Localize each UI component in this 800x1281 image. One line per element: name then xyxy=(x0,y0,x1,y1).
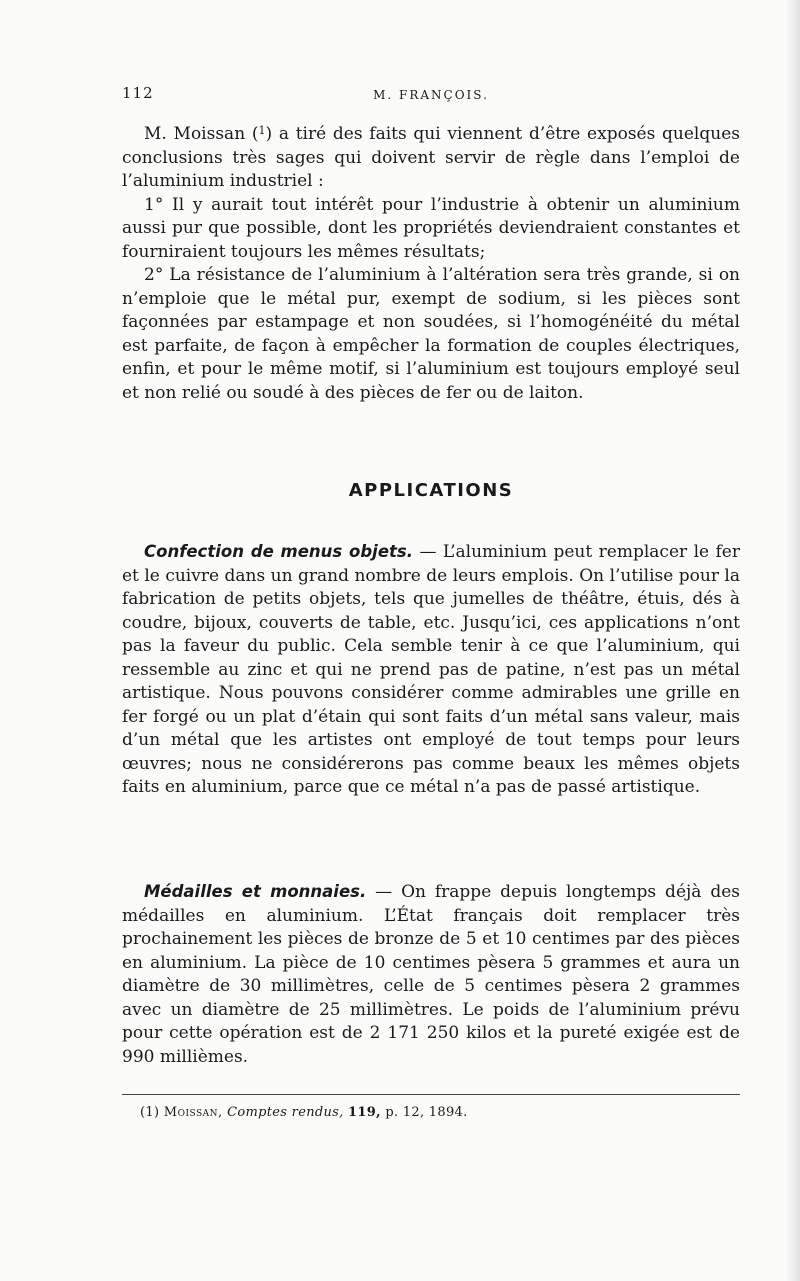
page-number: 112 xyxy=(122,84,154,102)
footnote-volume: 119, xyxy=(348,1105,381,1120)
intro-text-start: M. Moissan ( xyxy=(144,124,259,144)
intro-paragraph xyxy=(122,119,740,194)
running-title: M. FRANÇOIS. xyxy=(373,88,489,102)
medailles-block xyxy=(122,880,740,1069)
footnote xyxy=(140,1105,740,1120)
conclusion-1-paragraph: 1° Il y aurait tout intérêt pour l’industrie à obtenir un aluminium aussi pur que possible, dont les propriétés deviendraient constantes et fourniraient toujours les mêmes résultats; xyxy=(122,194,740,262)
medailles-paragraph xyxy=(122,880,740,1069)
running-head xyxy=(122,84,740,106)
medailles-heading: Médailles et monnaies. xyxy=(144,882,367,901)
intro-block xyxy=(122,119,740,405)
menus-objets-heading: Confection de menus objets. xyxy=(144,542,413,561)
section-heading-applications: APPLICATIONS xyxy=(348,480,514,501)
footnote-marker: (1) xyxy=(140,1105,160,1120)
footnote-divider xyxy=(122,1094,740,1095)
menus-objets-text: — L’aluminium peut remplacer le fer et le cuivre dans un grand nombre de leurs emplois. On l’utilise pour la fabrication de petits objets, tels que jumelles de théâtre, étuis, dés à coudre, bijoux, couverts de table, etc. Jusqu’ici, ces applications n’ont pas la faveur du public. Cela semble tenir à ce que l’aluminium, qui ressemble au zinc et qui ne prend pas de patine, n’est pas un métal artistique. Nous pouvons considérer comme admirables une grille en fer forgé ou un plat d’étain qui sont faits d’un métal sans valeur, mais d’un métal que les artistes ont employé de tout temps pour leurs œuvres; nous ne considérerons pas comme beaux les mêmes objets faits en aluminium, parce que ce métal n’a pas de passé artistique. xyxy=(122,542,740,797)
conclusion-2-paragraph: 2° La résistance de l’aluminium à l’altération sera très grande, si on n’emploie que le métal pur, exempt de sodium, si les pièces sont façonnées par estampage et non soudées, si l’homogénéité du métal est parfaite, de façon à empêcher la formation de couples électriques, enfin, et pour le même motif, si l’aluminium est toujours employé seul et non relié ou soudé à des pièces de fer ou de laiton. xyxy=(122,265,740,403)
menus-objets-block xyxy=(122,540,740,800)
page-edge-shadow xyxy=(786,0,800,1281)
medailles-text: — On frappe depuis longtemps déjà des médailles en aluminium. L’État français doit remplacer très prochainement les pièces de bronze de 5 et 10 centimes par des pièces en aluminium. La pièce de 10 centimes pèsera 5 grammes et aura un diamètre de 30 millimètres, celle de 5 centimes pèsera 2 grammes avec un diamètre de 25 millimètres. Le poids de l’aluminium prévu pour cette opération est de 2 171 250 kilos et la pureté exigée est de 990 millièmes. xyxy=(122,882,740,1067)
footnote-reference-details: p. 12, 1894. xyxy=(385,1105,468,1120)
footnote-journal: Comptes rendus, xyxy=(227,1105,344,1120)
menus-objets-paragraph xyxy=(122,540,740,800)
footnote-reference: 1 xyxy=(258,124,266,137)
footnote-author: Moissan, xyxy=(163,1105,223,1120)
intro-text-end: ) a tiré des faits qui viennent d’être exposés quelques conclusions très sages qui doivent servir de règle dans l’emploi de l’aluminium industriel : xyxy=(122,124,740,191)
